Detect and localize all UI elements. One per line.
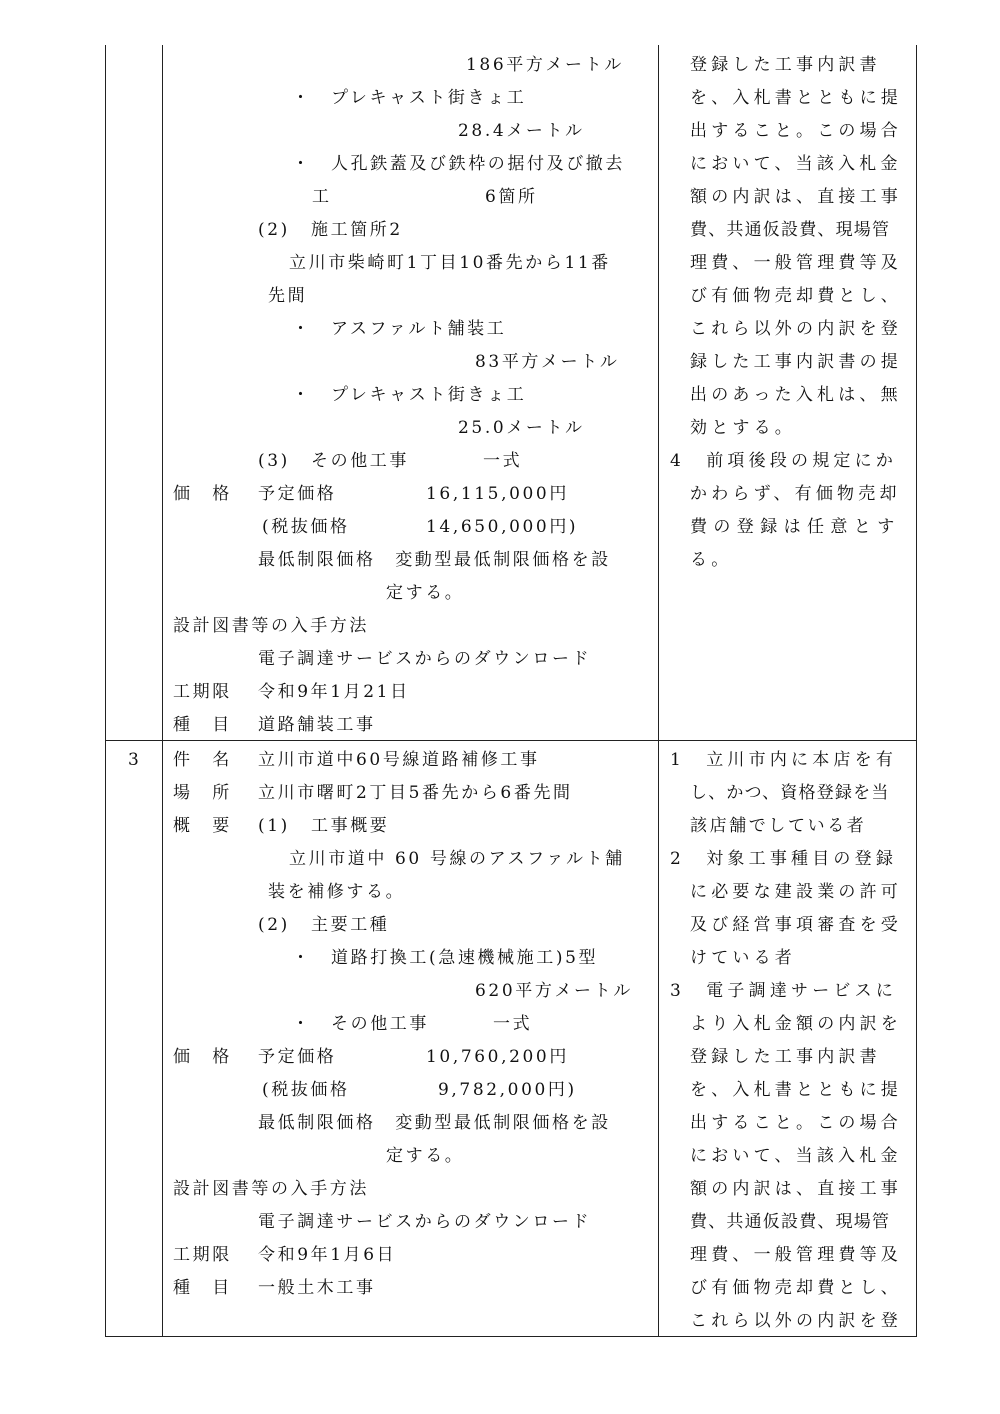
name-label: 件 名 (173, 750, 232, 770)
design-docs-value: 電子調達サービスからのダウンロード (258, 649, 592, 669)
planned-price-label: 予定価格 (258, 1047, 337, 1067)
section-number: (2) (258, 220, 290, 240)
table-border-left (105, 45, 106, 1337)
minimum-price-line: 最低制限価格 変動型最低制限価格を設 (258, 550, 611, 570)
place-label: 場 所 (173, 783, 232, 803)
condition-line: 出すること。この場合 (690, 1113, 902, 1133)
condition-line: けている者 (690, 948, 796, 968)
condition-line: これら以外の内訳を登 (690, 319, 902, 339)
section-number: (3) (258, 451, 290, 471)
work-item-continued: 工 (312, 187, 332, 207)
minimum-price-line-continued: 定する。 (386, 583, 465, 603)
quantity: 一式 (493, 1014, 533, 1034)
period-value: 令和9年1月6日 (258, 1245, 397, 1265)
section-number: (1) (258, 816, 290, 836)
quantity: 620平方メートル (475, 981, 633, 1001)
condition-line: 3 電子調達サービスに (670, 981, 898, 1001)
tax-excluded-label: (税抜価格 (262, 517, 350, 537)
condition-line: び有価物売却費とし、 (690, 286, 902, 306)
quantity: 一式 (483, 451, 523, 471)
condition-line: 登録した工事内訳書 (690, 1047, 881, 1067)
section-number: (2) (258, 915, 290, 935)
design-docs-label: 設計図書等の入手方法 (173, 1179, 369, 1199)
tax-excluded-label: (税抜価格 (262, 1080, 350, 1100)
bullet: ・ (292, 1014, 312, 1034)
work-item: その他工事 (331, 1014, 429, 1034)
period-value: 令和9年1月21日 (258, 682, 410, 702)
condition-line: し、かつ、資格登録を当 (690, 783, 890, 803)
work-item: プレキャスト街きょ工 (331, 88, 527, 108)
table-border-bottom (105, 1336, 917, 1337)
work-type-label: 種 目 (173, 715, 232, 735)
condition-line: に必要な建設業の許可 (690, 882, 902, 902)
condition-line: 費の登録は任意とす (690, 517, 901, 537)
work-item: 道路打換工(急速機械施工)5型 (331, 948, 599, 968)
condition-line: において、当該入札金 (690, 154, 902, 174)
work-type-value: 道路舗装工事 (258, 715, 376, 735)
bullet: ・ (292, 319, 312, 339)
design-docs-label: 設計図書等の入手方法 (173, 616, 369, 636)
bullet: ・ (292, 154, 312, 174)
column-divider-right (658, 45, 659, 1337)
condition-line: 効とする。 (690, 418, 796, 438)
column-divider-number (162, 45, 163, 1337)
condition-line: 費、共通仮設費、現場管 (690, 220, 891, 240)
condition-line: 録した工事内訳書の提 (690, 352, 902, 372)
minimum-price-line: 最低制限価格 変動型最低制限価格を設 (258, 1113, 611, 1133)
condition-line: かわらず、有価物売却 (690, 484, 901, 504)
area-line: 186平方メートル (466, 55, 624, 75)
condition-line: 出のあった入札は、無 (690, 385, 902, 405)
condition-line: び有価物売却費とし、 (690, 1278, 902, 1298)
section-heading: 主要工種 (311, 915, 390, 935)
condition-line: 登録した工事内訳書 (690, 55, 881, 75)
place-value: 立川市曙町2丁目5番先から6番先間 (258, 783, 573, 803)
row-number: 3 (128, 750, 142, 770)
bullet: ・ (292, 948, 312, 968)
quantity: 28.4メートル (458, 121, 585, 141)
work-type-label: 種 目 (173, 1278, 232, 1298)
row-divider (105, 740, 917, 741)
planned-price-label: 予定価格 (258, 484, 337, 504)
period-label: 工期限 (173, 1245, 232, 1265)
tax-excluded-value: 9,782,000円) (438, 1080, 577, 1100)
work-item: アスファルト舗装工 (331, 319, 507, 339)
condition-line: 2 対象工事種目の登録 (670, 849, 898, 869)
table-border-right (916, 45, 917, 1337)
quantity: 6箇所 (485, 187, 538, 207)
condition-line: 4 前項後段の規定にか (670, 451, 898, 471)
section-heading: 工事概要 (311, 816, 390, 836)
work-item: プレキャスト街きょ工 (331, 385, 527, 405)
location-line: 立川市柴崎町1丁目10番先から11番 (289, 253, 611, 273)
summary-line-continued: 装を補修する。 (268, 882, 406, 902)
minimum-price-line-continued: 定する。 (386, 1146, 465, 1166)
tax-excluded-value: 14,650,000円) (426, 517, 579, 537)
design-docs-value: 電子調達サービスからのダウンロード (258, 1212, 592, 1232)
condition-line: 理費、一般管理費等及 (690, 1245, 902, 1265)
condition-line: 額の内訳は、直接工事 (690, 1179, 902, 1199)
condition-line: 1 立川市内に本店を有 (670, 750, 898, 770)
work-item: 人孔鉄蓋及び鉄枠の据付及び撤去 (331, 154, 625, 174)
condition-line: において、当該入札金 (690, 1146, 902, 1166)
condition-line: 費、共通仮設費、現場管 (690, 1212, 891, 1232)
condition-line: 該店舗でしている者 (690, 816, 867, 836)
section-heading: 施工箇所2 (311, 220, 403, 240)
condition-line: 額の内訳は、直接工事 (690, 187, 902, 207)
planned-price-value: 10,760,200円 (426, 1047, 569, 1067)
condition-line: これら以外の内訳を登 (690, 1311, 902, 1331)
condition-line: を、入札書とともに提 (690, 88, 902, 108)
period-label: 工期限 (173, 682, 232, 702)
work-type-value: 一般土木工事 (258, 1278, 376, 1298)
planned-price-value: 16,115,000円 (426, 484, 569, 504)
location-line-continued: 先間 (268, 286, 308, 306)
price-label: 価 格 (173, 484, 232, 504)
condition-line: 及び経営事項審査を受 (690, 915, 902, 935)
bullet: ・ (292, 88, 312, 108)
name-value: 立川市道中60号線道路補修工事 (258, 750, 540, 770)
summary-line: 立川市道中 60 号線のアスファルト舗 (289, 849, 625, 869)
bullet: ・ (292, 385, 312, 405)
summary-label: 概 要 (173, 816, 232, 836)
quantity: 25.0メートル (458, 418, 585, 438)
condition-line: 理費、一般管理費等及 (690, 253, 902, 273)
section-heading: その他工事 (311, 451, 409, 471)
quantity: 83平方メートル (475, 352, 620, 372)
condition-line: る。 (690, 550, 733, 570)
condition-line: より入札金額の内訳を (690, 1014, 902, 1034)
condition-line: を、入札書とともに提 (690, 1080, 902, 1100)
price-label: 価 格 (173, 1047, 232, 1067)
condition-line: 出すること。この場合 (690, 121, 902, 141)
